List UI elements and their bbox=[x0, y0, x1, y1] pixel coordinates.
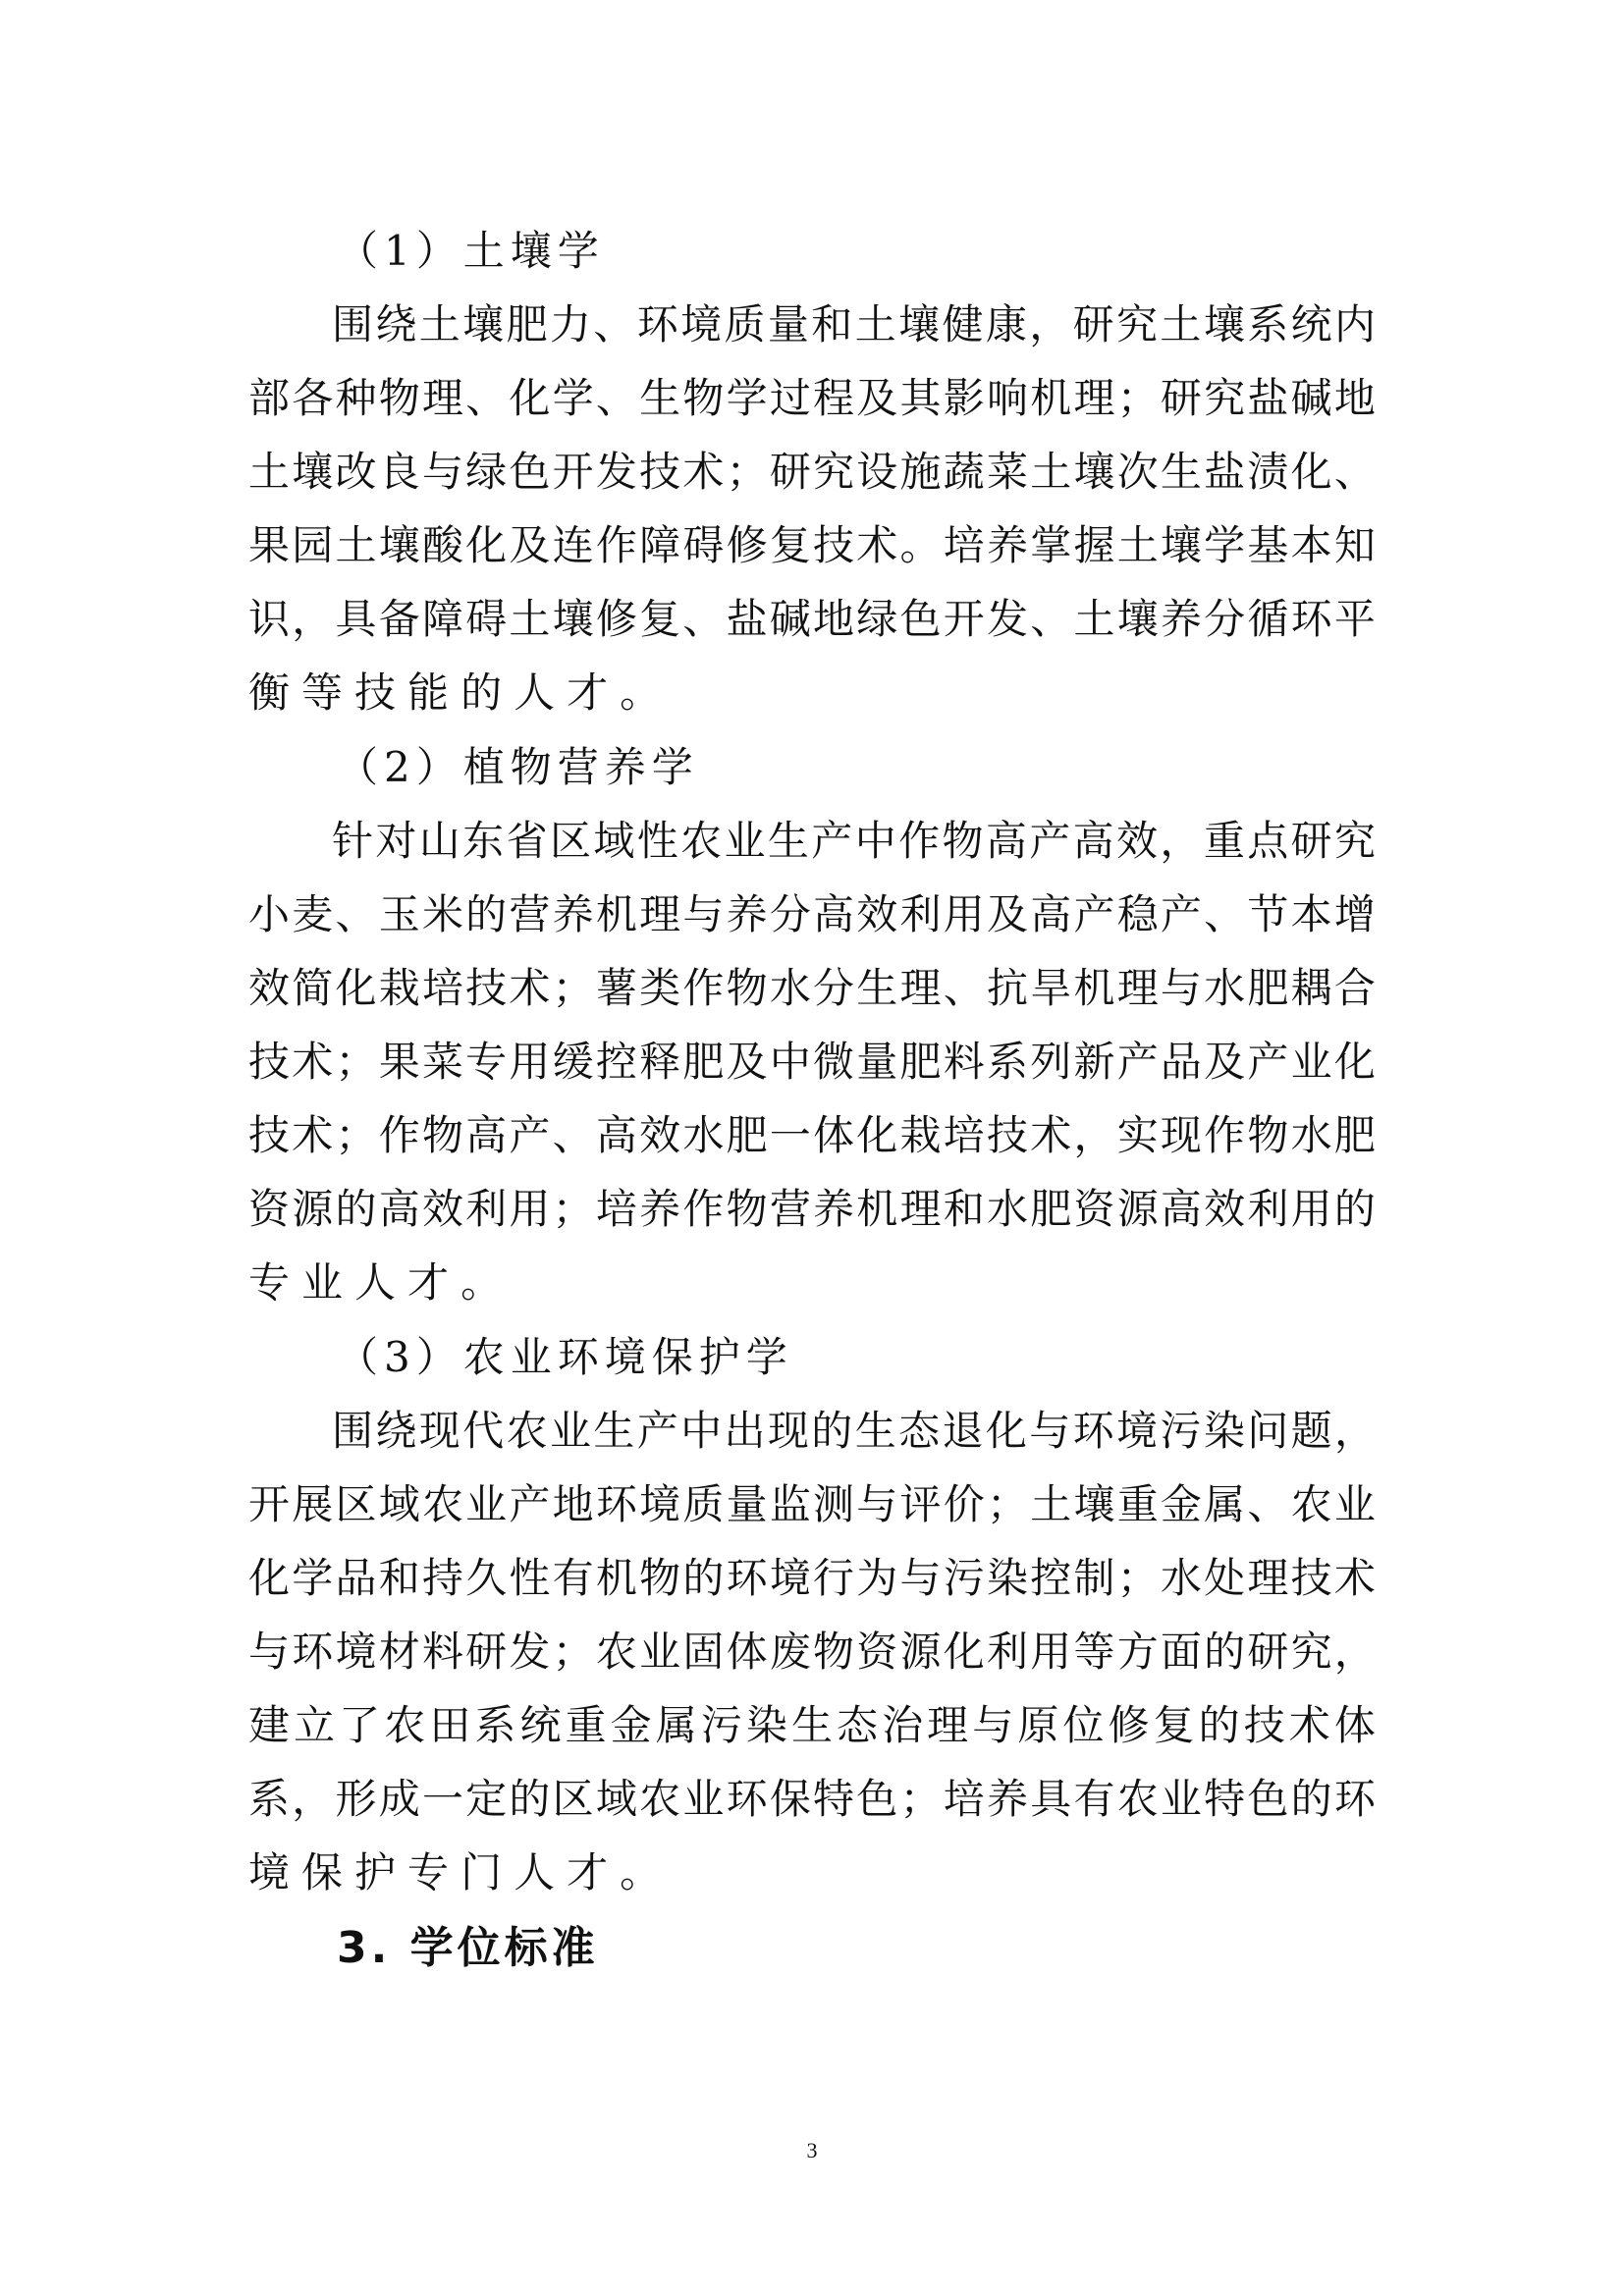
paragraph-line: 技 术 ； 果 菜 专 用 缓 控 释 肥 及 中 微 量 肥 料 系 列 新 产 品 及 产 业 化 bbox=[248, 1038, 1376, 1086]
paragraph-line: 技 术 ； 作 物 高 产 、 高 效 水 肥 一 体 化 栽 培 技 术 ， 实 现 作 物 水 肥 bbox=[248, 1111, 1376, 1159]
paragraph-line: 开 展 区 域 农 业 产 地 环 境 质 量 监 测 与 评 价 ； 土 壤 重 金 属 、 农 业 bbox=[248, 1480, 1376, 1528]
paragraph-line: 针 对 山 东 省 区 域 性 农 业 生 产 中 作 物 高 产 高 效 ， 重 点 研 究 bbox=[332, 817, 1376, 865]
paragraph-line: 建 立 了 农 田 系 统 重 金 属 污 染 生 态 治 理 与 原 位 修 复 的 技 术 体 bbox=[248, 1701, 1376, 1749]
subsection-heading-soil-science: （1）土壤学 bbox=[337, 227, 605, 275]
paragraph-line: 与 环 境 材 料 研 发 ； 农 业 固 体 废 物 资 源 化 利 用 等 方 面 的 研 究 ， bbox=[248, 1628, 1376, 1676]
paragraph-line: 围 绕 现 代 农 业 生 产 中 出 现 的 生 态 退 化 与 环 境 污 染 问 题 ， bbox=[332, 1407, 1376, 1455]
paragraph-line: 化 学 品 和 持 久 性 有 机 物 的 环 境 行 为 与 污 染 控 制 ； 水 处 理 技 术 bbox=[248, 1554, 1376, 1602]
paragraph-line: 土 壤 改 良 与 绿 色 开 发 技 术 ； 研 究 设 施 蔬 菜 土 壤 次 生 盐 渍 化 、 bbox=[248, 448, 1376, 496]
paragraph-line: 资 源 的 高 效 利 用 ； 培 养 作 物 营 养 机 理 和 水 肥 资 源 高 效 利 用 的 bbox=[248, 1185, 1376, 1233]
paragraph-line: 围 绕 土 壤 肥 力 、 环 境 质 量 和 土 壤 健 康 ， 研 究 土 壤 系 统 内 bbox=[332, 300, 1376, 348]
paragraph-line: 部 各 种 物 理 、 化 学 、 生 物 学 过 程 及 其 影 响 机 理 ； 研 究 盐 碱 地 bbox=[248, 374, 1376, 422]
paragraph-line: 专 业 人 才 。 bbox=[248, 1258, 514, 1307]
paragraph-line: 小 麦 、 玉 米 的 营 养 机 理 与 养 分 高 效 利 用 及 高 产 稳 产 、 节 本 增 bbox=[248, 890, 1376, 938]
paragraph-line: 果 园 土 壤 酸 化 及 连 作 障 碍 修 复 技 术 。 培 养 掌 握 土 壤 学 基 本 知 bbox=[248, 521, 1376, 569]
paragraph-line: 效 简 化 栽 培 技 术 ； 薯 类 作 物 水 分 生 理 、 抗 旱 机 理 与 水 肥 耦 合 bbox=[248, 964, 1376, 1012]
paragraph-line: 境 保 护 专 门 人 才 。 bbox=[248, 1848, 674, 1896]
page-number: 3 bbox=[806, 2138, 818, 2163]
paragraph-line: 识 ， 具 备 障 碍 土 壤 修 复 、 盐 碱 地 绿 色 开 发 、 土 壤 养 分 循 环 平 bbox=[248, 595, 1376, 643]
paragraph-line: 系 ， 形 成 一 定 的 区 域 农 业 环 保 特 色 ； 培 养 具 有 农 业 特 色 的 环 bbox=[248, 1775, 1376, 1823]
subsection-heading-agri-env-protection: （3）农业环境保护学 bbox=[337, 1333, 793, 1381]
subsection-heading-plant-nutrition: （2）植物营养学 bbox=[337, 743, 699, 791]
section-title-degree-standard: 3. 学位标准 bbox=[337, 1923, 599, 1973]
paragraph-line: 衡 等 技 能 的 人 才 。 bbox=[248, 668, 674, 717]
